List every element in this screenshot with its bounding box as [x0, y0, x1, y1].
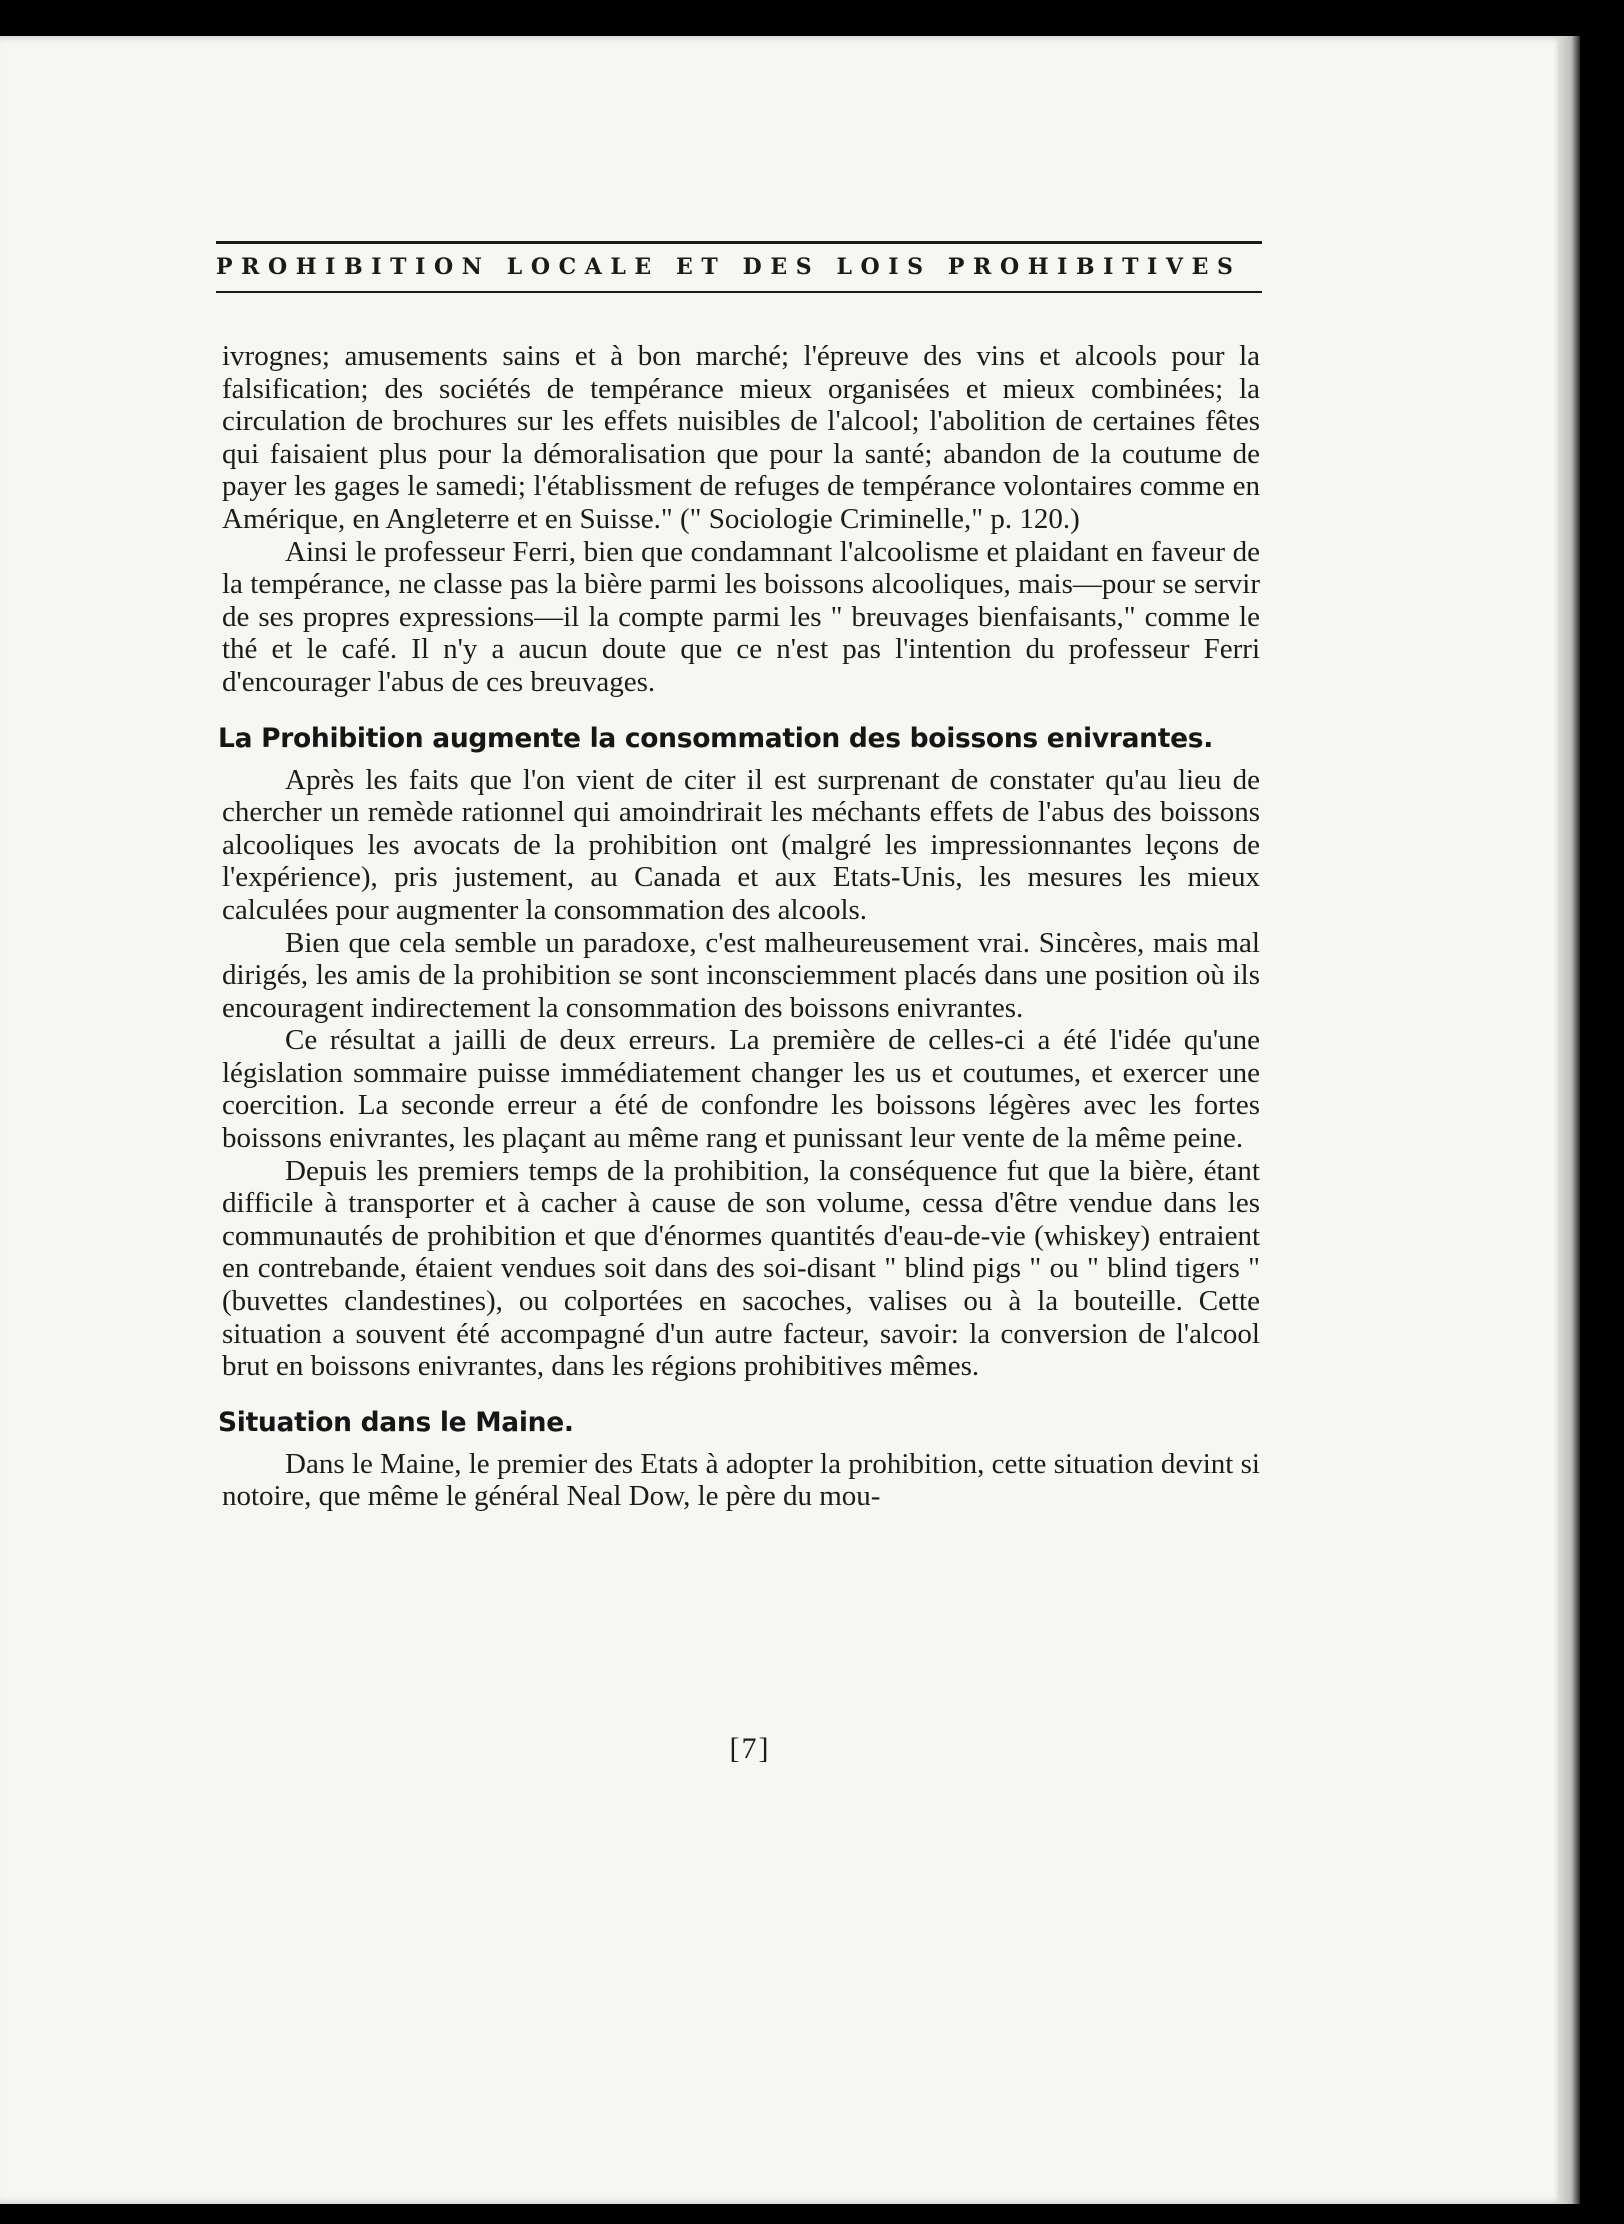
page-edge: [1558, 36, 1580, 2204]
header-rule-top: [216, 241, 1262, 244]
header-rule-bottom: [216, 291, 1262, 293]
section-heading: Situation dans le Maine.: [218, 1406, 574, 1438]
section-heading: La Prohibition augmente la consommation des boissons enivrantes.: [218, 722, 1213, 754]
running-head: PROHIBITION LOCALE ET DES LOIS PROHIBITIVES: [216, 254, 1242, 280]
paragraph: Bien que cela semble un paradoxe, c'est malheureusement vrai. Sincères, mais mal dirigés, les amis de la prohibition se sont inconsciemment placés dans une position où ils encouragent indirectement la consommation des boissons enivrantes.: [222, 926, 1260, 1024]
page-number: [7]: [729, 1732, 771, 1765]
paragraph: Depuis les premiers temps de la prohibition, la conséquence fut que la bière, étant difficile à transporter et à cacher à cause de son volume, cessa d'être vendue dans les communautés de prohibition et que d'énormes quantités d'eau-de-vie (whiskey) entraient en contrebande, étaient vendues soit dans des soi-disant " blind pigs " ou " blind tigers " (buvettes clandestines), ou colportées en sacoches, valises ou à la bouteille. Cette situation a souvent été accompagné d'un autre facteur, savoir: la conversion de l'alcool brut en boissons enivrantes, dans les régions prohibitives mêmes.: [222, 1154, 1260, 1383]
paragraph: Ainsi le professeur Ferri, bien que condamnant l'alcoolisme et plaidant en faveur de la tempérance, ne classe pas la bière parmi les boissons alcooliques, mais—pour se servir de ses propres expressions—il la compte parmi les " breuvages bienfaisants," comme le thé et le café. Il n'y a aucun doute que ce n'est pas l'intention du professeur Ferri d'encourager l'abus de ces breuvages.: [222, 535, 1260, 698]
body-text: [218, 340, 1260, 1513]
paragraph: ivrognes; amusements sains et à bon marché; l'épreuve des vins et alcools pour la falsification; des sociétés de tempérance mieux organisées et mieux combinées; la circulation de brochures sur les effets nuisibles de l'alcool; l'abolition de certaines fêtes qui faisaient plus pour la démoralisation que pour la santé; abandon de la coutume de payer les gages le samedi; l'établissment de refuges de tempérance volontaires comme en Amérique, en Angleterre et en Suisse." (" Sociologie Criminelle," p. 120.): [222, 340, 1260, 535]
paragraph: Dans le Maine, le premier des Etats à adopter la prohibition, cette situation devint si notoire, que même le général Neal Dow, le père du mou-: [222, 1447, 1260, 1513]
paragraph: Après les faits que l'on vient de citer il est surprenant de constater qu'au lieu de chercher un remède rationnel qui amoindrirait les méchants effets de l'abus des boissons alcooliques les avocats de la prohibition ont (malgré les impressionnantes leçons de l'expérience), pris justement, au Canada et aux Etats-Unis, les mesures les mieux calculées pour augmenter la consommation des alcools.: [222, 763, 1260, 926]
paragraph: Ce résultat a jailli de deux erreurs. La première de celles-ci a été l'idée qu'une législation sommaire puisse immédiatement changer les us et coutumes, et exercer une coercition. La seconde erreur a été de confondre les boissons légères avec les fortes boissons enivrantes, les plaçant au même rang et punissant leur vente de la même peine.: [222, 1024, 1260, 1155]
